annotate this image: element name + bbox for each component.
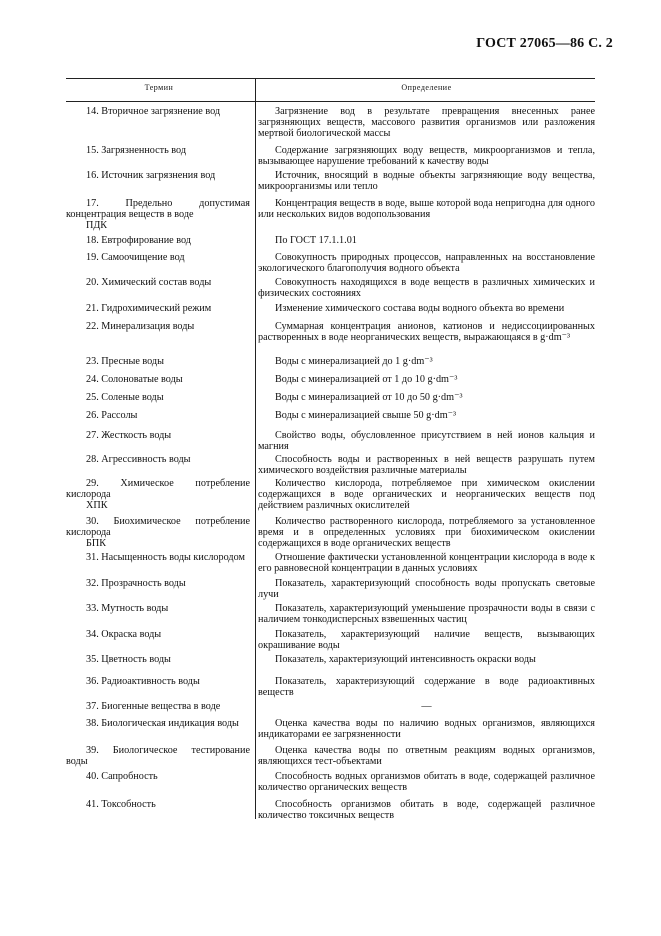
term-cell [66, 771, 250, 782]
term-cell [66, 701, 250, 712]
definition-cell: Свойство воды, обусловленное присутствием в ней ионов кальция и магния [258, 430, 595, 452]
term-text: 20. Химический состав воды [86, 277, 212, 288]
term-text: 32. Прозрачность воды [86, 578, 186, 589]
term-cell [66, 392, 250, 403]
term-cell [66, 654, 250, 665]
definition-cell: Количество растворенного кислорода, потребляемого за установленное время и в определенных условиях при биохимическом окислении содержащихся в воде органических веществ [258, 516, 595, 549]
term-cell [66, 410, 250, 421]
term-text: 25. Соленые воды [86, 392, 164, 403]
term-abbreviation: БПК [86, 538, 107, 549]
term-cell [66, 321, 250, 332]
term-cell [66, 454, 250, 465]
term-text: 29. Химическое потребление кислорода [66, 478, 250, 500]
term-cell [66, 578, 250, 589]
term-cell [66, 356, 250, 367]
term-text: 21. Гидрохимический режим [86, 303, 212, 314]
term-cell [66, 676, 250, 687]
definition-cell: Количество кислорода, потребляемое при химическом окислении содержащихся в воде органических и неорганических веществ под действием различных окислителей [258, 478, 595, 511]
term-cell [66, 478, 250, 511]
term-cell [66, 718, 250, 729]
term-text: 24. Солоноватые воды [86, 374, 183, 385]
definition-cell: Воды с минерализацией от 1 до 10 g·dm⁻³ [275, 374, 458, 385]
term-text: 26. Рассолы [86, 410, 138, 421]
definition-cell: Оценка качества воды по наличию водных организмов, являющихся индикаторами ее загрязненности [258, 718, 595, 740]
definition-cell: Способность воды и растворенных в ней веществ разрушать путем химического воздействия различные материалы [258, 454, 595, 476]
page-header: ГОСТ 27065—86 С. 2 [476, 36, 613, 51]
term-text: 36. Радиоактивность воды [86, 676, 200, 687]
term-text: 23. Пресные воды [86, 356, 164, 367]
term-abbreviation: ПДК [86, 220, 108, 231]
terms-table [66, 78, 595, 821]
term-text: 28. Агрессивность воды [86, 454, 191, 465]
definition-cell: Совокупность находящихся в воде веществ в различных химических и физических состояниях [258, 277, 595, 299]
term-text: 41. Токсобность [86, 799, 156, 810]
term-abbreviation: ХПК [86, 500, 108, 511]
term-cell [66, 629, 250, 640]
definition-cell: Воды с минерализацией до 1 g·dm⁻³ [275, 356, 433, 367]
column-divider [255, 78, 256, 819]
definition-cell: Показатель, характеризующий уменьшение прозрачности воды в связи с наличием тонкодисперсных взвешенных частиц [258, 603, 595, 625]
term-text: 39. Биологическое тестирование воды [66, 745, 250, 767]
term-cell [66, 277, 250, 288]
column-header-term: Термин [144, 83, 174, 92]
definition-cell: Воды с минерализацией от 10 до 50 g·dm⁻³ [275, 392, 463, 403]
definition-cell: Показатель, характеризующий наличие веществ, вызывающих окрашивание воды [258, 629, 595, 651]
term-text: 14. Вторичное загрязнение вод [86, 106, 221, 117]
term-text: 34. Окраска воды [86, 629, 162, 640]
term-text: 19. Самоочищение вод [86, 252, 185, 263]
term-cell [66, 516, 250, 549]
term-text: 37. Биогенные вещества в воде [86, 701, 221, 712]
term-text: 15. Загрязненность вод [86, 145, 187, 156]
term-cell [66, 252, 250, 263]
definition-cell: Загрязнение вод в результате превращения внесенных ранее загрязняющих веществ, массового развития организмов или разложения мертвой биологической массы [258, 106, 595, 139]
definition-cell: Способность организмов обитать в воде, содержащей различное количество токсичных веществ [258, 799, 595, 821]
definition-cell: Содержание загрязняющих воду веществ, микроорганизмов и тепла, вызывающее нарушение требований к качеству воды [258, 145, 595, 167]
definition-cell: Способность водных организмов обитать в воде, содержащей различное количество органических веществ [258, 771, 595, 793]
definition-cell: Показатель, характеризующий способность воды пропускать световые лучи [258, 578, 595, 600]
term-text: 31. Насыщенность воды кислородом [86, 552, 245, 563]
definition-cell: Воды с минерализацией свыше 50 g·dm⁻³ [275, 410, 457, 421]
definition-cell: Изменение химического состава воды водного объекта во времени [275, 303, 565, 314]
term-cell [66, 106, 250, 117]
table-header [66, 78, 595, 102]
term-text: 38. Биологическая индикация воды [86, 718, 239, 729]
definition-cell: Оценка качества воды по ответным реакциям водных организмов, являющихся тест-объектами [258, 745, 595, 767]
term-cell [66, 303, 250, 314]
term-text: 18. Евтрофирование вод [86, 235, 191, 246]
term-cell [66, 430, 250, 441]
definition-cell: — [421, 701, 432, 712]
term-cell [66, 170, 250, 181]
term-text: 17. Предельно допустимая концентрация веществ в воде [66, 198, 250, 220]
term-cell [66, 745, 250, 767]
definition-cell: Показатель, характеризующий содержание в воде радиоактивных веществ [258, 676, 595, 698]
term-text: 27. Жесткость воды [86, 430, 172, 441]
term-cell [66, 235, 250, 246]
term-cell [66, 552, 250, 563]
term-text: 35. Цветность воды [86, 654, 171, 665]
term-text: 33. Мутность воды [86, 603, 169, 614]
term-cell [66, 145, 250, 156]
term-text: 16. Источник загрязнения вод [86, 170, 216, 181]
term-cell [66, 603, 250, 614]
definition-cell: Источник, вносящий в водные объекты загрязняющие воду вещества, микроорганизмы или тепло [258, 170, 595, 192]
term-text: 22. Минерализация воды [86, 321, 195, 332]
term-text: 30. Биохимическое потребление кислорода [66, 516, 250, 538]
definition-cell: Совокупность природных процессов, направленных на восстановление экологического благополучия водного объекта [258, 252, 595, 274]
definition-cell: Отношение фактически установленной концентрации кислорода в воде к его равновесной концентрации в данных условиях [258, 552, 595, 574]
column-header-definition: Определение [401, 83, 452, 92]
definition-cell: Концентрация веществ в воде, выше которой вода непригодна для одного или нескольких видов водопользования [258, 198, 595, 220]
term-text: 40. Сапробность [86, 771, 158, 782]
definition-cell: По ГОСТ 17.1.1.01 [275, 235, 357, 246]
term-cell [66, 799, 250, 810]
definition-cell: Суммарная концентрация анионов, катионов и недиссоциированных растворенных в воде неорганических веществ, выражающаяся в g·dm⁻³ [258, 321, 595, 343]
term-cell [66, 198, 250, 231]
definition-cell: Показатель, характеризующий интенсивность окраски воды [275, 654, 536, 665]
term-cell [66, 374, 250, 385]
